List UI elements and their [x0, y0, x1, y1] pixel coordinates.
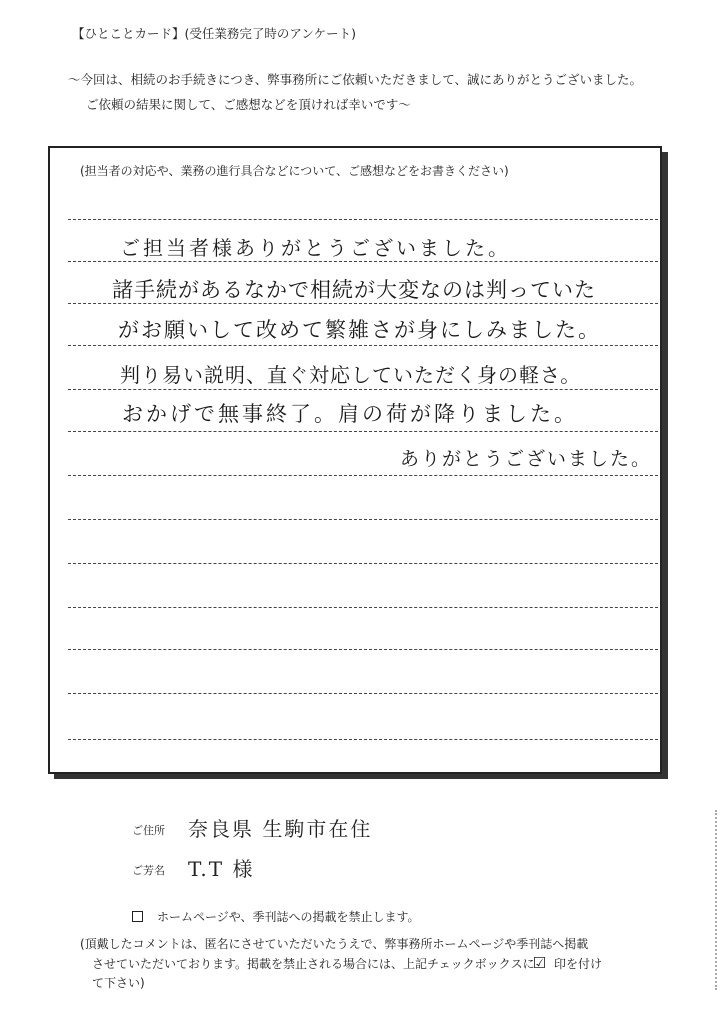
handwritten-line-5: おかげで無事終了。肩の荷が降りました。 — [122, 402, 578, 426]
writing-rule — [68, 345, 658, 346]
handwritten-line-3: がお願いして改めて繁雑さが身にしみました。 — [118, 318, 601, 342]
intro-line-2: ご依頼の結果に関して、ご感想などを頂ければ幸いです〜 — [86, 97, 411, 112]
handwritten-line-1: ご担当者様ありがとうございました。 — [120, 236, 511, 260]
opt-out-checkbox[interactable] — [132, 911, 143, 922]
note-line-3: て下さい) — [92, 976, 145, 990]
writing-rule — [68, 563, 658, 564]
note-line-1: (頂戴したコメントは、匿名にさせていただいたうえで、弊事務所ホームページや季刊誌へ掲載 — [80, 937, 589, 951]
handwritten-line-6: ありがとうございました。 — [400, 448, 653, 470]
scan-edge-artifact — [715, 810, 723, 990]
writing-rule — [68, 431, 658, 432]
writing-rule — [68, 739, 658, 740]
card-title: 【ひとことカード】(受任業務完了時のアンケート) — [72, 26, 357, 41]
note-line-2: させていただいております。掲載を禁止される場合には、上記チェックボックスに☑ 印を付け — [92, 954, 603, 972]
comment-prompt: (担当者の対応や、業務の進行具合などについて、ご感想などをお書きください) — [80, 164, 509, 178]
name-label: ご芳名 — [132, 864, 165, 877]
writing-rule — [68, 261, 658, 262]
address-label: ご住所 — [132, 824, 165, 837]
opt-out-label: ホームページや、季刊誌への掲載を禁止します。 — [157, 910, 420, 924]
writing-rule — [68, 519, 658, 520]
address-value: 奈良県 生駒市在住 — [188, 817, 373, 841]
writing-rule — [68, 389, 658, 390]
handwritten-line-2: 諸手続があるなかで相続が大変なのは判っていた — [112, 278, 596, 302]
writing-rule — [68, 607, 658, 608]
publication-opt-out — [132, 908, 420, 925]
writing-rule — [68, 649, 658, 650]
name-value: T.T 様 — [188, 857, 255, 881]
handwritten-line-4: 判り易い説明、直ぐ対応していただく身の軽さ。 — [120, 363, 582, 387]
writing-rule — [68, 693, 658, 694]
check-mark-icon: ☑ — [532, 954, 547, 972]
writing-rule — [68, 475, 658, 476]
writing-rule — [68, 219, 658, 220]
intro-line-1: 〜今回は、相続のお手続きにつき、弊事務所にご依頼いただきまして、誠にありがとうございました。 — [68, 72, 643, 87]
